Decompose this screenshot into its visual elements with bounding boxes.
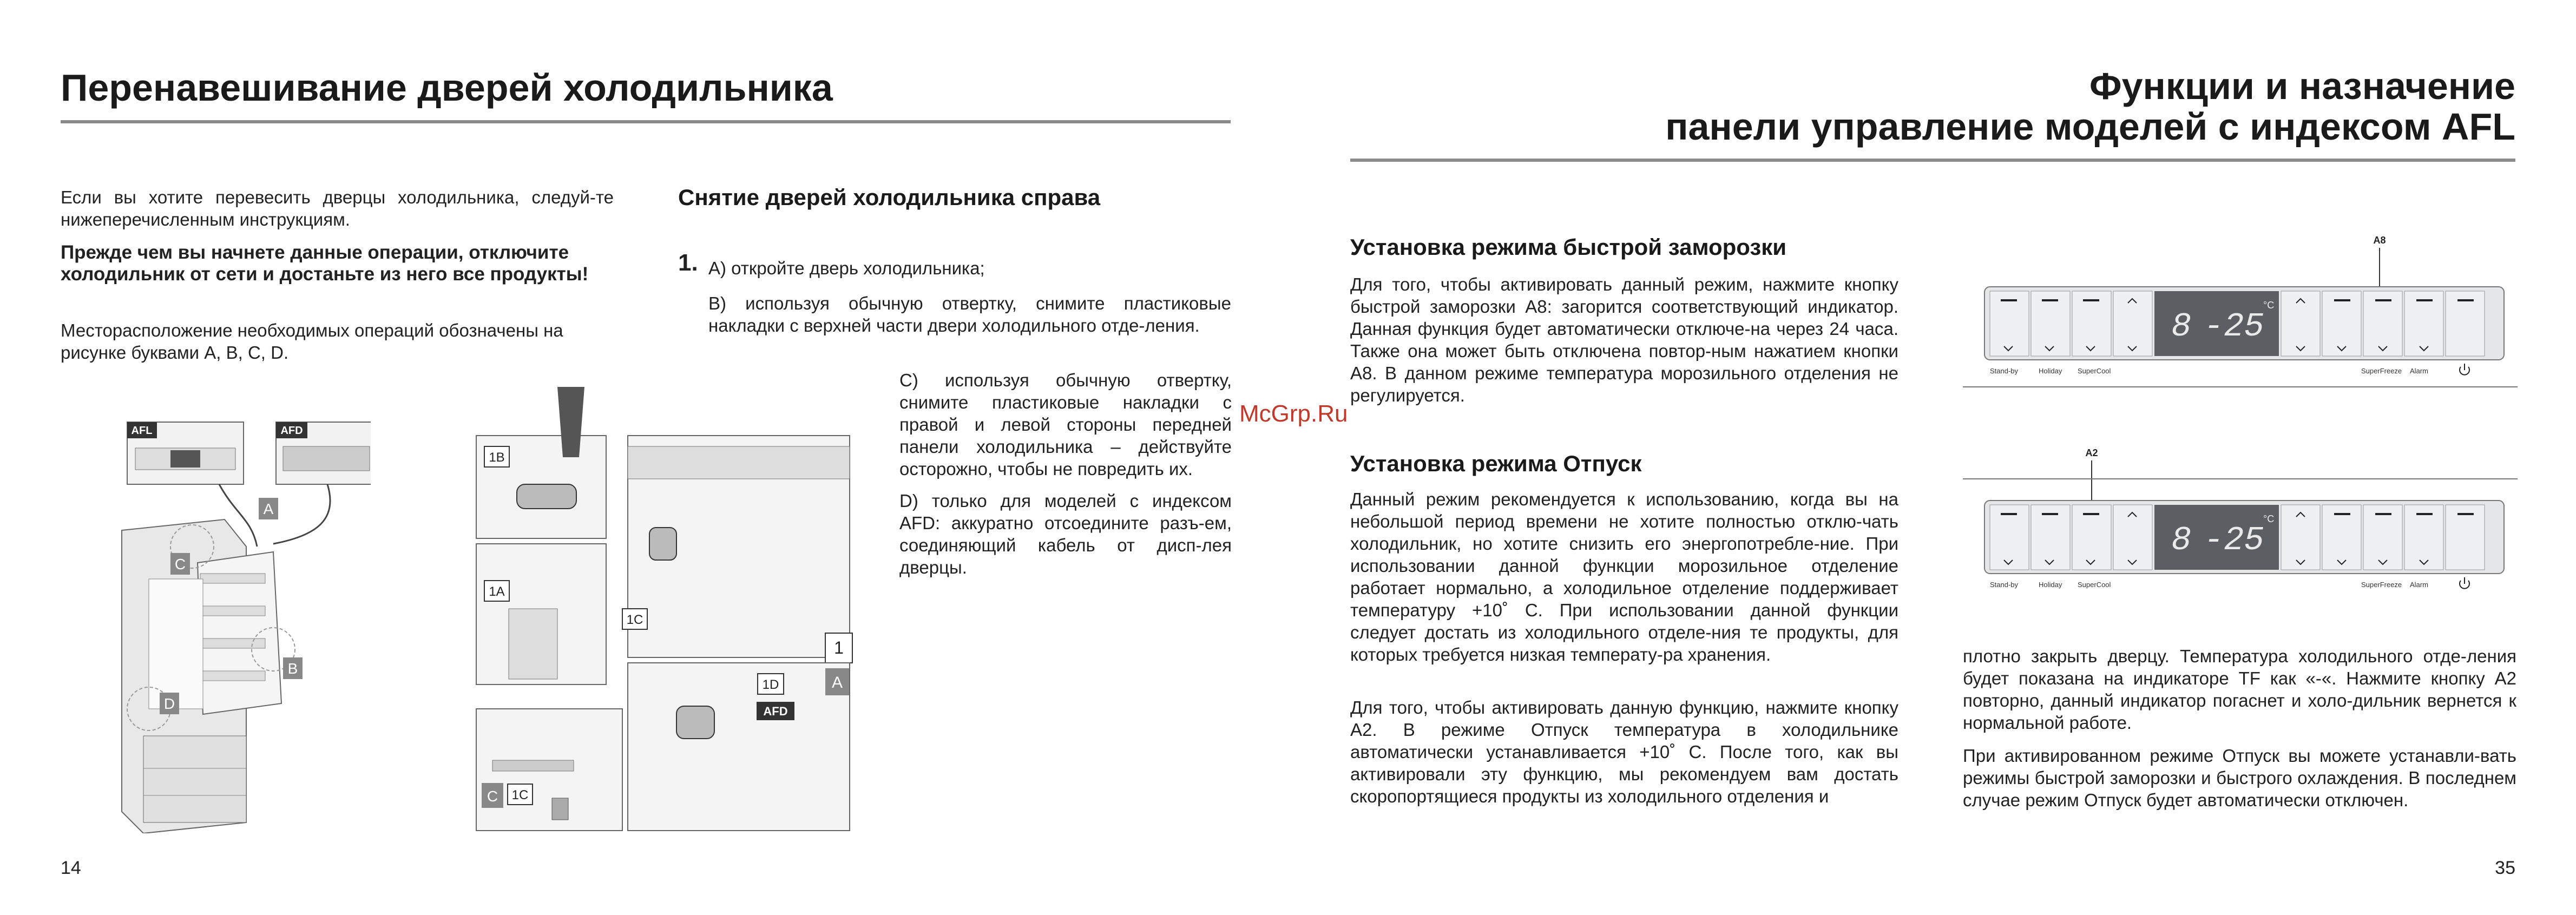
panel2-label-holiday: Holiday — [2039, 581, 2062, 589]
col2-text-2: При активированном режиме Отпуск вы можете устанавли-вать режимы быстрой заморозки и быстрого охлаждения. В последнем случае режим Отпуск будет автоматически отключен. — [1963, 746, 2516, 810]
step-number: 1. — [678, 249, 698, 276]
label-1a: 1A — [489, 584, 505, 599]
panel2-power-icon — [2460, 577, 2469, 589]
panel2-label-standby: Stand-by — [1990, 581, 2019, 589]
door-removal-illustration — [471, 381, 860, 836]
warning-text: Прежде чем вы начнете данные операции, отключите холодильник от сети и достаньте из него все продукты! — [61, 242, 589, 285]
callout-a2: A2 — [2085, 447, 2098, 458]
panel2-label-supercool: SuperCool — [2078, 581, 2111, 589]
callout-a8: A8 — [2373, 235, 2386, 246]
section-text-holiday-1: Данный режим рекомендуется к использованию, когда вы на небольшой период времени не хотите полностью отклю-чать холодильник, но хотите снизить его энергопотребле-ние. При использовании данной функции морозильное отделение работает нормально, а холодильное отделение поддерживает температуру +10˚ С. При использовании данной функции следует достать из холодильного отделе-ния те продукты, для которых требуется низкая температу-ра хранения. — [1350, 489, 1898, 664]
panel2-display-right: -25 — [2204, 521, 2264, 559]
right-page — [1288, 0, 2576, 915]
section-title-superfreeze: Установка режима быстрой заморозки — [1350, 234, 1787, 260]
page-title: Перенавешивание дверей холодильника — [61, 67, 833, 109]
afl-label: AFL — [131, 425, 153, 437]
label-1c: 1C — [626, 613, 643, 627]
section-title: Снятие дверей холодильника справа — [678, 185, 1101, 210]
section-title-holiday: Установка режима Отпуск — [1350, 451, 1642, 476]
label-b: B — [287, 660, 298, 677]
label-d: D — [163, 695, 175, 712]
page-title-line1: Функции и назначение — [2089, 65, 2515, 107]
label-a: A — [263, 501, 274, 517]
title-rule — [1350, 159, 2515, 162]
label-c-step: C — [487, 788, 498, 805]
label-1c-step: 1C — [511, 788, 529, 802]
control-panel-holiday — [1963, 446, 2518, 603]
panel1-unit: °C — [2263, 300, 2275, 311]
panel1-display-left: 8 — [2171, 307, 2192, 346]
panel2-label-superfreeze: SuperFreeze — [2361, 581, 2402, 589]
label-step-1: 1 — [834, 638, 844, 657]
col2-text-1: плотно закрыть дверцу. Температура холодильного отде-ления будет показана на индикаторе TF как «-«. Нажмите кнопку A2 повторно, данный индикатор погаснет и холо-дильник вернется к нормальной работе. — [1963, 646, 2516, 733]
title-rule — [61, 120, 1231, 123]
panel1-label-alarm: Alarm — [2410, 367, 2428, 375]
panel2-unit: °C — [2263, 514, 2275, 524]
watermark: McGrp.Ru — [1239, 400, 1348, 427]
control-panel-superfreeze — [1963, 233, 2518, 390]
panel1-label-supercool: SuperCool — [2078, 367, 2111, 375]
label-1d: 1D — [762, 677, 779, 692]
page-number: 35 — [2495, 858, 2515, 878]
fridge-illustration — [111, 411, 371, 833]
step-d: D) только для моделей с индексом AFD: аккуратно отсоедините разъ-ем, соединяющий кабель от дисп-лея дверцы. — [899, 491, 1232, 577]
panel1-power-icon — [2460, 364, 2469, 375]
panel2-label-alarm: Alarm — [2410, 581, 2428, 589]
panel1-label-holiday: Holiday — [2039, 367, 2062, 375]
label-afd-small: AFD — [763, 705, 788, 718]
step-b: B) используя обычную отвертку, снимите пластиковые накладки с верхней части двери холодильного отде-ления. — [708, 293, 1231, 335]
section-text-superfreeze: Для того, чтобы активировать данный режим, нажмите кнопку быстрой заморозки A8: загорится соответствующий индикатор. Данная функция будет автоматически отключе-на через 24 часа. Также она может быть отключена повтор-ным нажатием кнопки A8. В данном режиме температура морозильного отделения не регулируется. — [1350, 274, 1898, 405]
step-a: A) откройте дверь холодильника; — [708, 258, 985, 278]
panel1-label-standby: Stand-by — [1990, 367, 2019, 375]
label-a-step: A — [831, 674, 843, 692]
page-title-line2: панели управление моделей с индексом AFL — [1665, 106, 2515, 148]
label-c: C — [174, 556, 186, 572]
panel1-display-right: -25 — [2204, 307, 2264, 346]
location-text: Месторасположение необходимых операций обозначены на рисунке буквами A, B, C, D. — [61, 320, 563, 363]
panel2-display-left: 8 — [2171, 521, 2192, 559]
step-c: C) используя обычную отвертку, снимите пластиковые накладки с правой и левой стороны передней панели холодильника – действуйте осторожно, чтобы не повредить их. — [899, 370, 1232, 479]
afd-label: AFD — [280, 425, 303, 437]
page-number: 14 — [61, 858, 81, 878]
panel1-label-superfreeze: SuperFreeze — [2361, 367, 2402, 375]
intro-text: Если вы хотите перевесить дверцы холодильника, следуй-те нижеперечисленным инструкциям. — [61, 187, 614, 229]
label-1b: 1B — [489, 450, 505, 465]
section-text-holiday-2: Для того, чтобы активировать данную функцию, нажмите кнопку A2. В режиме Отпуск температура в холодильнике автоматически устанавливается +10˚ С. После того, как вы активировали эту функцию, мы рекомендуем вам достать скоропортящиеся продукты из холодильного отделения и — [1350, 697, 1898, 806]
